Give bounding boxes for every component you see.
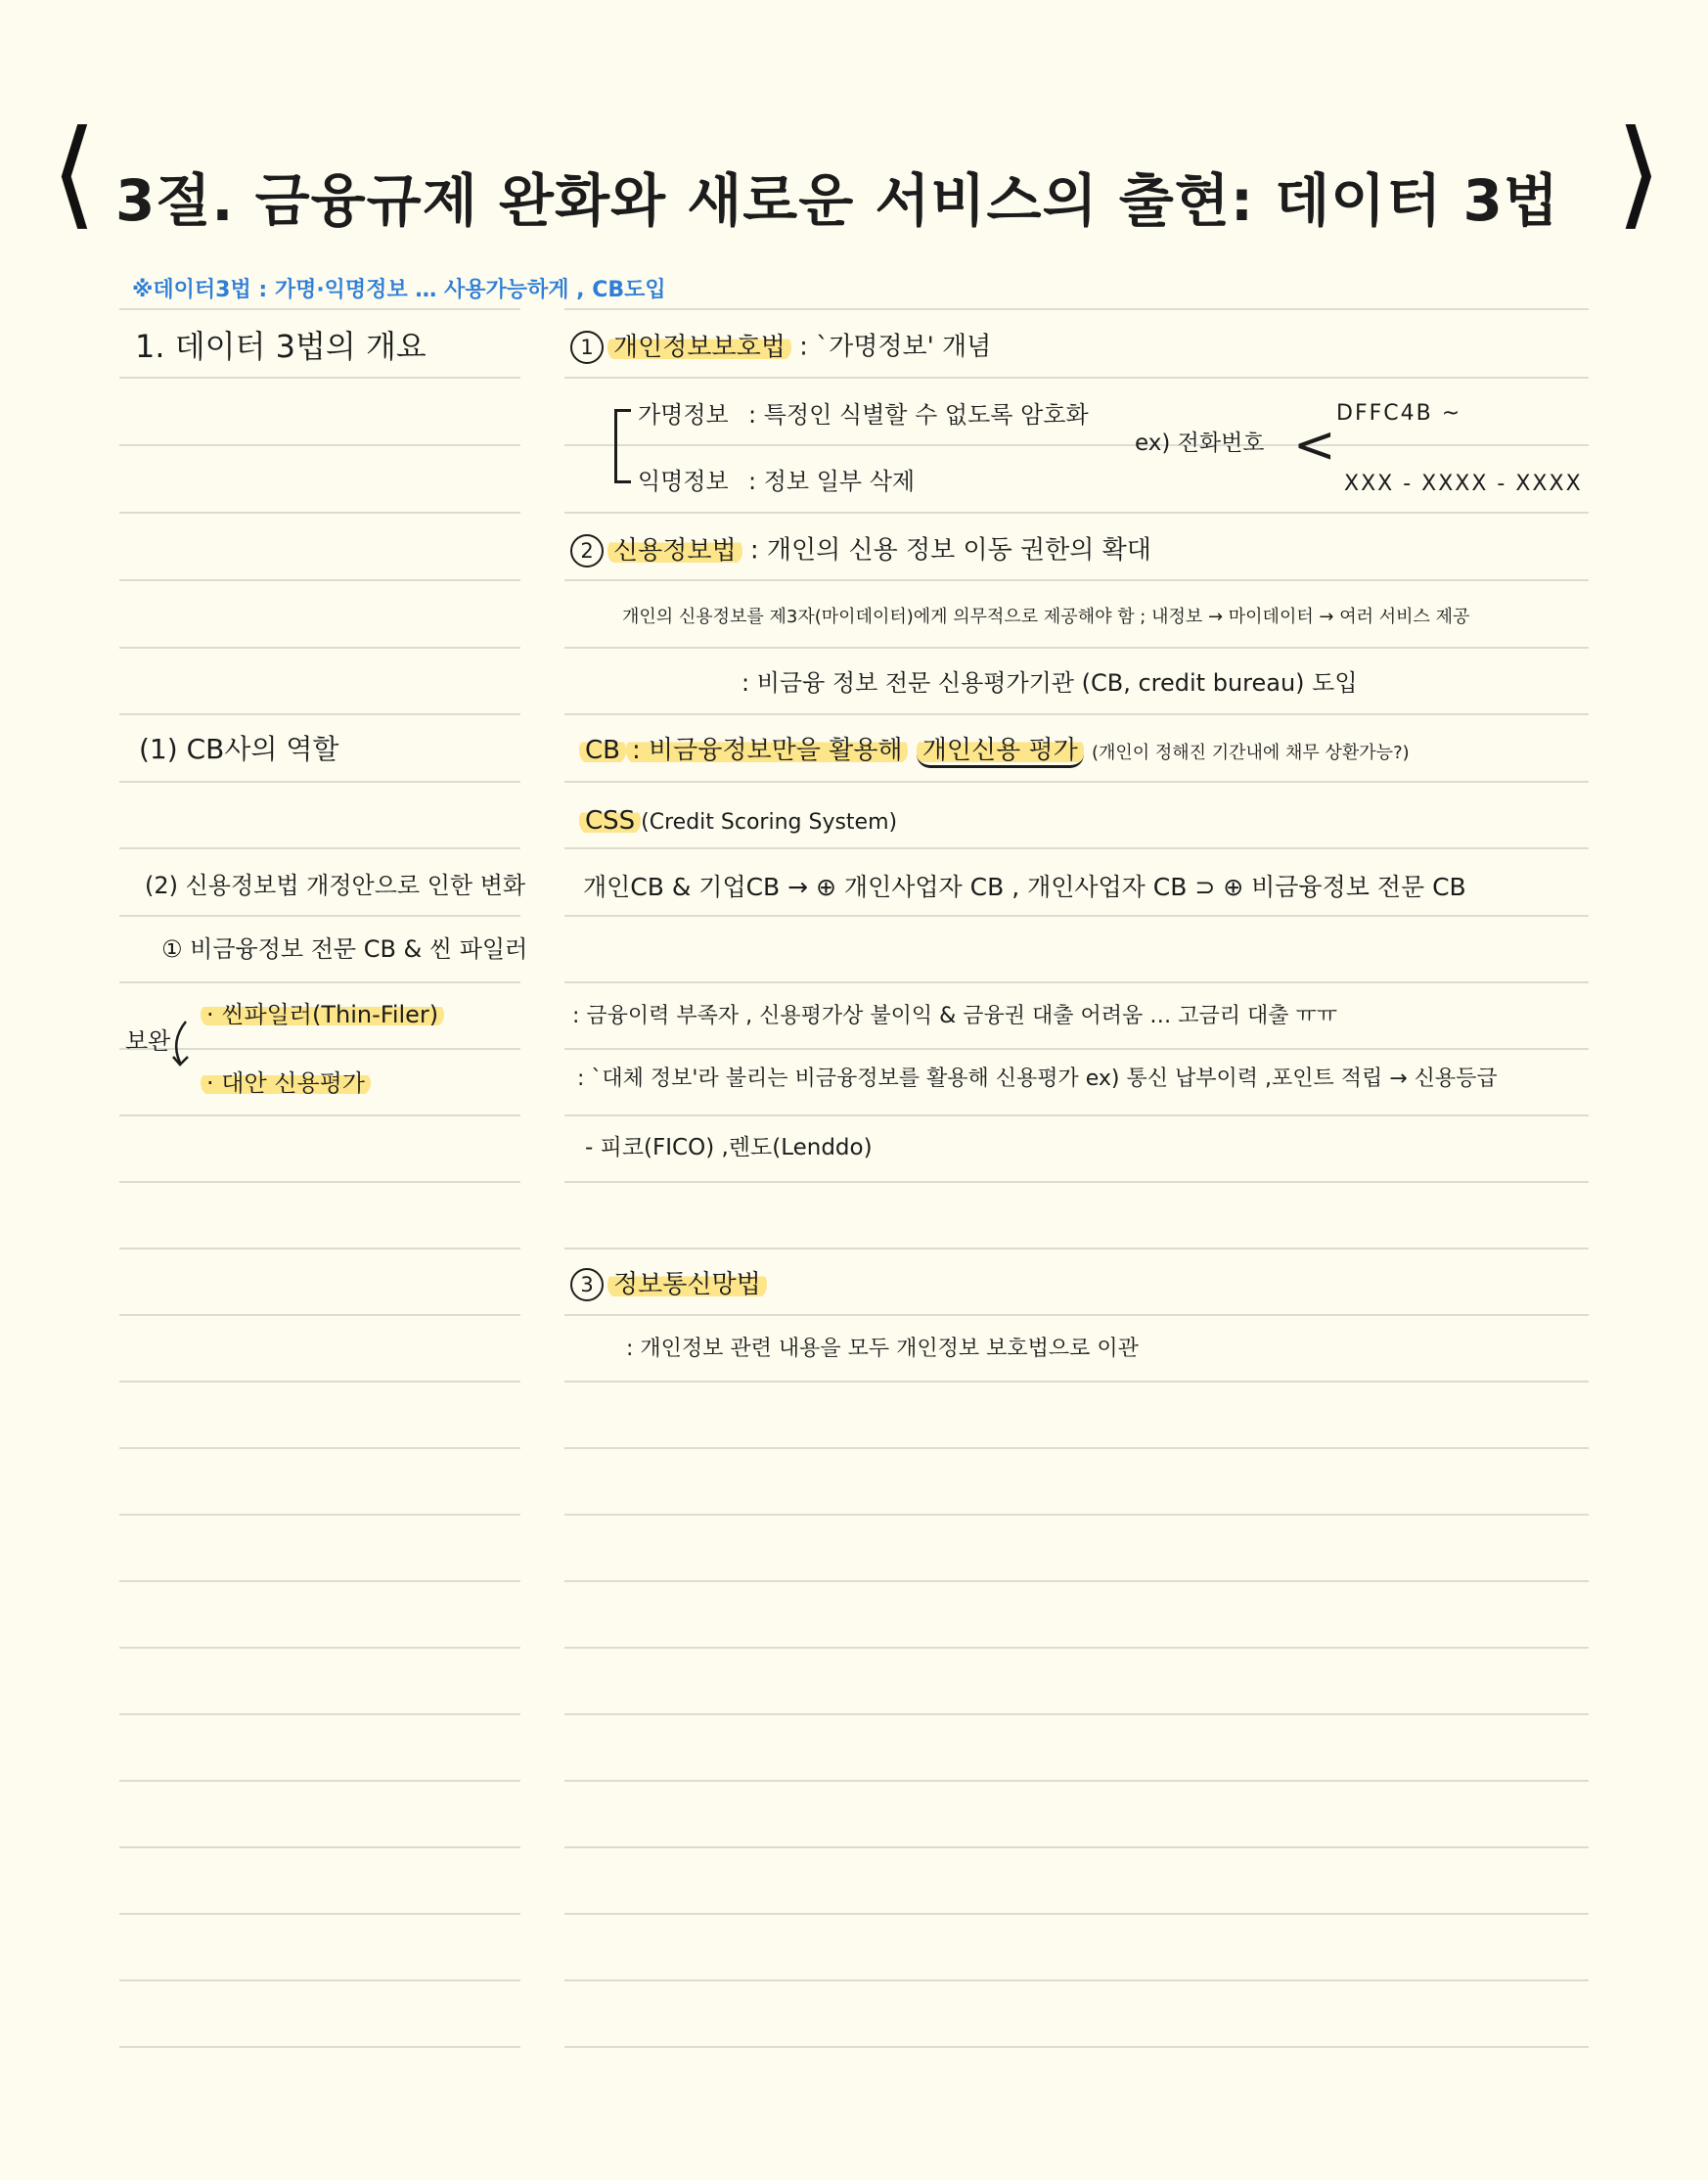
heading-cb-role: (1) CB사의 역할 [139,733,339,765]
cb-desc-b: 개인신용 평가 [917,736,1084,768]
alt-credit-desc: : `대체 정보'라 불리는 비금융정보를 활용해 신용평가 ex) 통신 납부이력 ,포인트 적립 → 신용등급 [577,1067,1498,1091]
alt-credit-examples: - 피코(FICO) ,렌도(Lenddo) [585,1135,873,1160]
example-hash: DFFC4B ~ [1336,401,1462,426]
pseudo-desc: : 특정인 식별할 수 없도록 암호화 [748,401,1089,429]
left-angle-bracket-icon: ⟨ [51,106,97,242]
law1-desc: : `가명정보' 개념 [799,332,992,362]
supplement-label: 보완 [125,1027,171,1055]
thin-filer-desc: : 금융이력 부족자 , 신용평가상 불이익 & 금융권 대출 어려움 … 고금리 대출 ㅠㅠ [572,1004,1338,1028]
heading-overview: 1. 데이터 3법의 개요 [135,328,427,365]
law3-heading [570,1268,767,1301]
css-label: CSS [579,806,641,836]
css-desc: (Credit Scoring System) [641,810,898,835]
css-definition [579,808,897,834]
number-badge-3: 3 [570,1268,604,1301]
alt-credit-label: · 대안 신용평가 [201,1069,371,1097]
heading-credit-law-change: (2) 신용정보법 개정안으로 인한 변화 [145,872,526,899]
pseudo-label: 가명정보 [638,401,729,429]
law2-detail-1: 개인의 신용정보를 제3자(마이데이터)에게 의무적으로 제공해야 함 ; 내정보 → 마이데이터 → 여러 서비스 제공 [622,607,1470,627]
law2-detail-2: : 비금융 정보 전문 신용평가기관 (CB, credit bureau) 도입 [742,669,1358,697]
example-mask: XXX - XXXX - XXXX [1344,472,1583,496]
curved-arrow-icon [168,1018,198,1076]
law2-heading [570,534,1151,568]
alt-credit-item [201,1071,371,1095]
law2-name: 신용정보법 [607,536,742,566]
bracket-line [614,409,631,483]
anon-desc: : 정보 일부 삭제 [748,468,916,495]
thin-filer-item [201,1003,444,1026]
example-phone: ex) 전화번호 [1135,431,1265,456]
thin-filer-label: · 씬파일러(Thin-Filer) [201,1001,444,1028]
law3-desc: : 개인정보 관련 내용을 모두 개인정보 보호법으로 이관 [626,1337,1139,1361]
subheading-nonfinancial-cb: ① 비금융정보 전문 CB & 씬 파일러 [161,935,528,963]
anon-label: 익명정보 [638,468,729,495]
right-angle-bracket-icon: ⟩ [1616,106,1662,242]
law1-name: 개인정보보호법 [607,333,791,362]
page-title: 3절. 금융규제 완화와 새로운 서비스의 출현: 데이터 3법 [115,167,1559,234]
number-badge-1: 1 [570,331,604,364]
cb-label: CB [579,736,626,765]
summary-note: ※데이터3법 : 가명·익명정보 … 사용가능하게 , CB도입 [132,278,666,302]
cb-desc-a: : 비금융정보만을 활용해 [626,736,908,765]
cb-note: (개인이 정해진 기간내에 채무 상환가능?) [1091,743,1410,763]
law3-name: 정보통신망법 [607,1270,767,1299]
law1-heading [570,331,991,364]
number-badge-2: 2 [570,534,604,568]
cb-definition [579,738,1410,763]
cb-change: 개인CB & 기업CB → ⊕ 개인사업자 CB , 개인사업자 CB ⊃ ⊕ 비금융정보 전문 CB [583,873,1466,901]
law2-desc: : 개인의 신용 정보 이동 권한의 확대 [749,535,1151,566]
branch-bracket-icon: < [1293,416,1336,475]
